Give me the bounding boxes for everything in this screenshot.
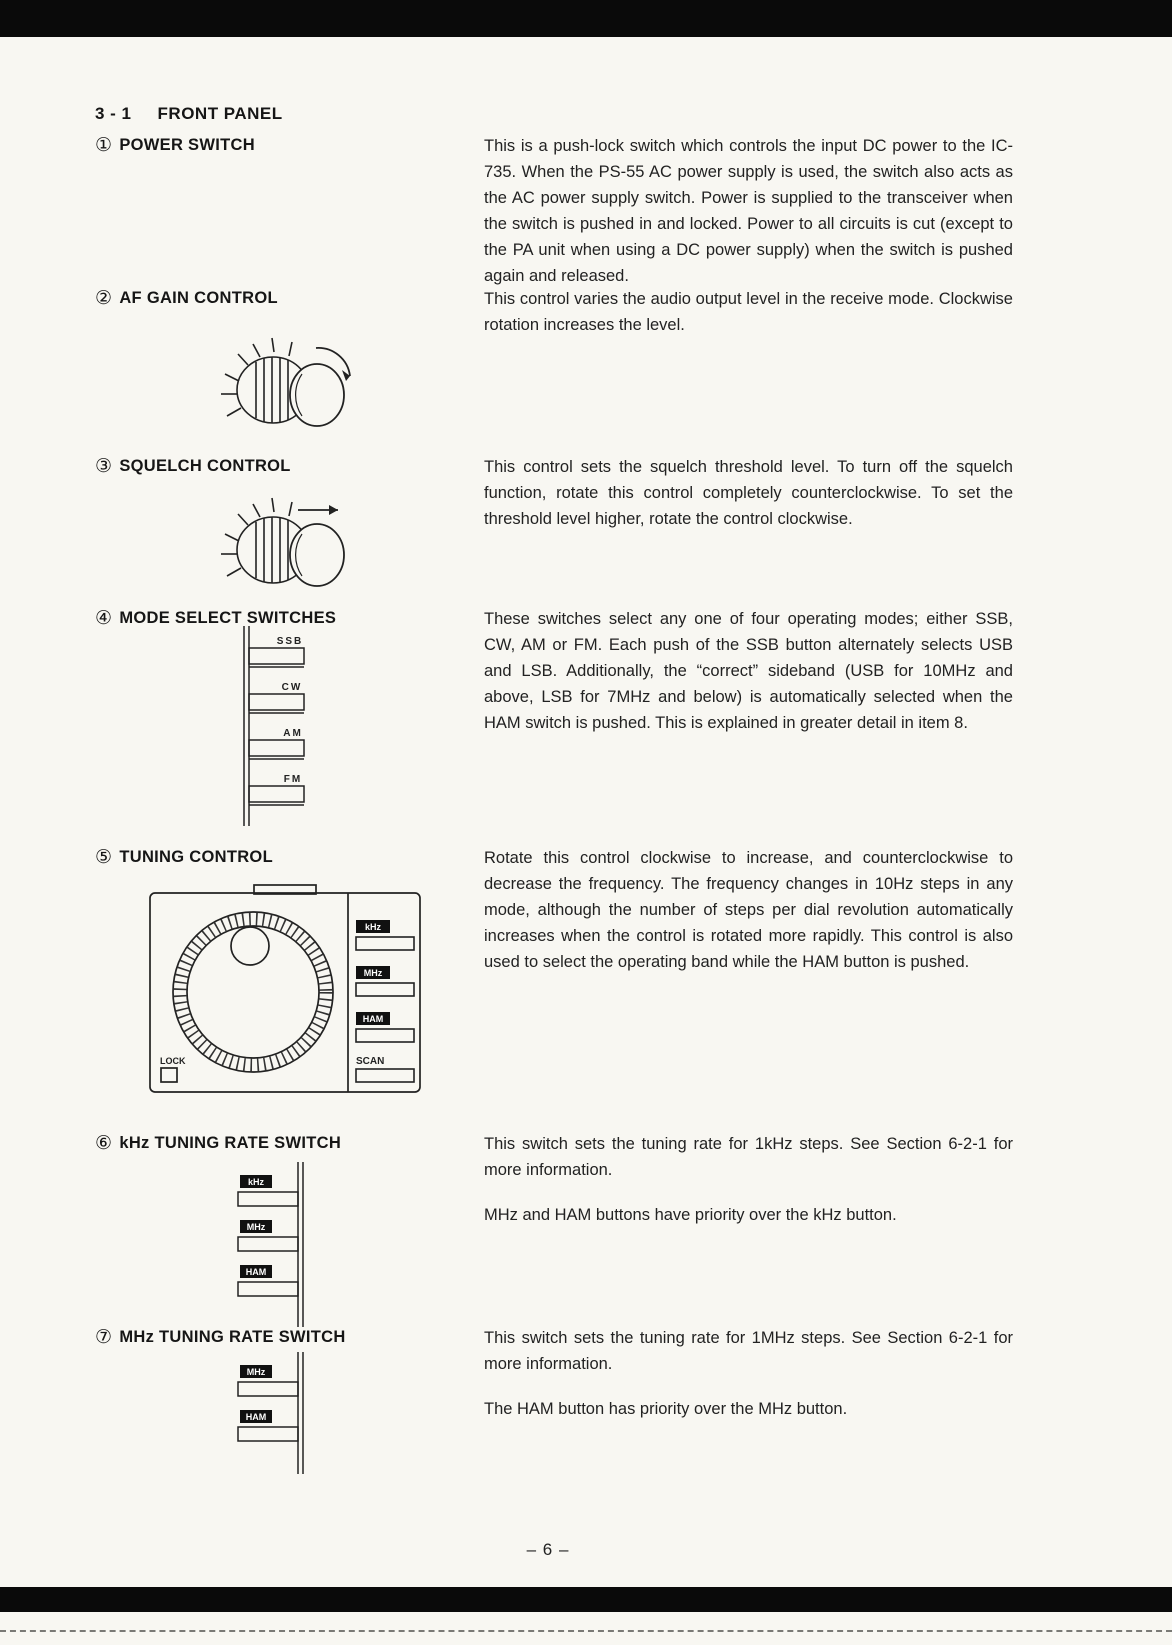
khz-rate-badge-ham: HAM: [245, 1267, 267, 1277]
mode-switch-illustration: [236, 626, 336, 831]
tuning-dial-illustration: [148, 884, 423, 1104]
heading-mhz-rate: [95, 1325, 346, 1348]
text-tuning-control: [484, 845, 1013, 975]
mhz-rate-badge-ham: HAM: [245, 1412, 267, 1422]
text-squelch: [484, 454, 1013, 532]
text-af-gain: [484, 286, 1013, 338]
khz-rate-switch-icon: [228, 1162, 310, 1327]
text-mhz-rate: [484, 1325, 1013, 1422]
section-title-label: FRONT PANEL: [157, 104, 283, 123]
paragraph: This switch sets the tuning rate for 1MHz steps. See Section 6-2-1 for more information.: [484, 1329, 1013, 1373]
item-number-5: ⑤: [95, 847, 113, 868]
tuning-dial-icon: [148, 884, 423, 1099]
heading-tuning-control: [95, 845, 273, 868]
section-number: 3 - 1: [95, 104, 132, 123]
item-title-2: AF GAIN CONTROL: [119, 289, 278, 307]
paragraph: Rotate this control clockwise to increase, and counterclockwise to decrease the frequency. The frequency changes in 10Hz steps in any mode, although the number of steps per dial revolution automatically increases when the control is rotated more rapidly. This control is also used to select the operating band while the HAM button is pushed.: [484, 849, 1013, 971]
tuning-ham-badge: HAM: [362, 1014, 384, 1024]
mode-label-fm: FM: [283, 774, 303, 785]
tuning-khz-badge: kHz: [364, 922, 382, 932]
mode-label-am: AM: [283, 728, 303, 739]
heading-squelch: [95, 454, 291, 477]
text-power-switch: [484, 133, 1013, 289]
knob-icon: [198, 334, 370, 442]
mode-switch-icon: [236, 626, 336, 826]
paragraph: The HAM button has priority over the MHz button.: [484, 1400, 848, 1418]
item-number-3: ③: [95, 456, 113, 477]
khz-rate-badge-mhz: MHz: [246, 1222, 266, 1232]
af-gain-knob-illustration: [198, 334, 370, 447]
bottom-scan-bar: [0, 1587, 1172, 1612]
item-number-2: ②: [95, 288, 113, 309]
mhz-rate-switch-icon: [228, 1352, 310, 1474]
item-number-1: ①: [95, 135, 113, 156]
mhz-rate-badge-mhz: MHz: [246, 1367, 266, 1377]
item-title-6: kHz TUNING RATE SWITCH: [119, 1134, 342, 1152]
khz-rate-badge-khz: kHz: [247, 1177, 265, 1187]
mode-label-ssb: SSB: [276, 636, 304, 647]
item-title-7: MHz TUNING RATE SWITCH: [119, 1328, 346, 1346]
text-mode-select: [484, 606, 1013, 736]
paragraph: This is a push-lock switch which controls the input DC power to the IC-735. When the PS-55 AC power supply is used, the switch also acts as the AC power supply switch. Power is supplied to the transceiver when the switch is pushed in and locked. Power to all circuits is cut (except to the PA unit when using a DC power supply) when the switch is pushed again and released.: [484, 137, 1013, 285]
item-title-5: TUNING CONTROL: [119, 848, 273, 866]
heading-khz-rate: [95, 1131, 341, 1154]
paragraph: MHz and HAM buttons have priority over the kHz button.: [484, 1206, 897, 1224]
paragraph: This switch sets the tuning rate for 1kHz steps. See Section 6-2-1 for more information.: [484, 1135, 1013, 1179]
text-khz-rate: [484, 1131, 1013, 1228]
heading-af-gain: [95, 286, 278, 309]
scan-edge-dashed-line: [0, 1630, 1172, 1632]
paragraph: This control varies the audio output level in the receive mode. Clockwise rotation increases the level.: [484, 290, 1013, 334]
item-title-4: MODE SELECT SWITCHES: [119, 609, 337, 627]
item-number-4: ④: [95, 608, 113, 629]
tuning-mhz-badge: MHz: [363, 968, 383, 978]
tuning-lock-label: LOCK: [160, 1056, 186, 1066]
mode-label-cw: CW: [281, 682, 303, 693]
knob-icon: [198, 494, 370, 602]
item-title-3: SQUELCH CONTROL: [119, 457, 291, 475]
top-scan-bar: [0, 0, 1172, 37]
mhz-rate-switch-illustration: [228, 1352, 310, 1479]
squelch-knob-illustration: [198, 494, 370, 607]
paragraph: This control sets the squelch threshold level. To turn off the squelch function, rotate this control completely counterclockwise. To set the threshold level higher, rotate the control clockwise.: [484, 458, 1013, 528]
item-number-6: ⑥: [95, 1133, 113, 1154]
khz-rate-switch-illustration: [228, 1162, 310, 1332]
tuning-scan-label: SCAN: [356, 1056, 385, 1067]
heading-power-switch: [95, 133, 255, 156]
item-title-1: POWER SWITCH: [119, 136, 255, 154]
page-number: – 6 –: [526, 1540, 570, 1559]
paragraph: These switches select any one of four operating modes; either SSB, CW, AM or FM. Each push of the SSB button alternately selects USB and LSB. Additionally, the “correct” sideband (USB for 10MHz and above, LSB for 7MHz and below) is automatically selected when the HAM switch is pushed. This is explained in greater detail in item 8.: [484, 610, 1013, 732]
section-title: [95, 104, 283, 124]
item-number-7: ⑦: [95, 1327, 113, 1348]
